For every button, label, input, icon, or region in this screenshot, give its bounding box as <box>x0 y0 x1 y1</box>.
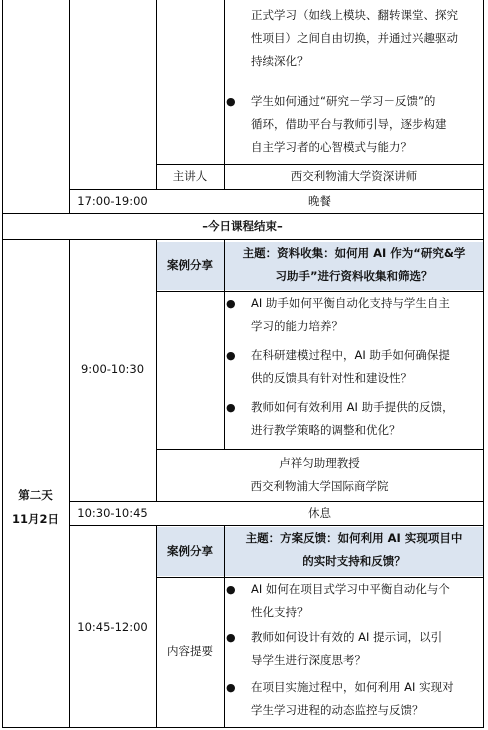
text-line: AI 助手如何平衡自动化支持与学生自主 <box>251 296 450 310</box>
text-line: 教师如何设计有效的 AI 提示词，以引 <box>251 630 443 644</box>
text-line: 教师如何有效利用 AI 助手提供的反馈， <box>251 400 454 414</box>
speaker-value: 西交利物浦大学资深讲师 <box>290 169 418 183</box>
bullet-icon: ● <box>226 297 236 310</box>
grid-line <box>156 449 484 450</box>
session2-topic-line: 主题：方案反馈：如何利用 AI 实现项目中 <box>245 531 463 545</box>
day-label: 第二天 <box>18 488 53 502</box>
text-line: 正式学习（如线上模块、翻转课堂、探究 <box>251 8 458 22</box>
text-line: 学生学习进程的动态监控与反馈？ <box>251 703 424 717</box>
text-line: 学生如何通过“研究－学习－反馈”的 <box>251 94 436 108</box>
text-line: 在科研建模过程中，AI 助手如何确保提 <box>251 348 450 362</box>
date-label: 11月2日 <box>11 512 59 526</box>
text-line: 自主学习者的心智模式与能力？ <box>251 140 412 154</box>
session2-time: 10:45-12:00 <box>77 620 148 634</box>
text-line: 持续深化？ <box>251 54 309 68</box>
content-summary-label: 内容提要 <box>167 644 213 658</box>
bullet-icon: ● <box>226 349 236 362</box>
session1-speaker-affiliation: 西交利物浦大学国际商学院 <box>250 479 389 493</box>
grid-line <box>2 727 484 728</box>
text-line: 供的反馈具有针对性和建设性？ <box>251 371 412 385</box>
text-line: 在项目实施过程中，如何利用 AI 实现对 <box>251 680 454 694</box>
session1-topic-line: 主题：资料收集：如何用 AI 作为“研究&学 <box>242 246 466 260</box>
text-line: 性项目）之间自由切换，并通过兴趣驱动 <box>251 31 458 45</box>
grid-line <box>2 0 3 728</box>
text-line: 性化支持？ <box>251 605 309 619</box>
grid-line <box>2 239 484 240</box>
grid-line <box>156 0 157 189</box>
bullet-icon: ● <box>226 681 236 694</box>
session1-topic-line: 习助手”进行资料收集和筛选？ <box>275 269 433 283</box>
text-line: AI 如何在项目式学习中平衡自动化与个 <box>251 582 450 596</box>
bullet-icon: ● <box>226 401 236 414</box>
grid-line <box>69 239 70 728</box>
session2-case-label: 案例分享 <box>167 544 213 558</box>
text-line: 导学生进行深度思考？ <box>251 653 366 667</box>
speaker-label: 主讲人 <box>172 169 208 183</box>
session1-case-label: 案例分享 <box>167 258 213 272</box>
day-end-banner: –今日课程结束– <box>202 219 283 233</box>
session1-speaker-name: 卢祥匀助理教授 <box>279 456 360 470</box>
session1-time: 9:00-10:30 <box>80 362 145 376</box>
session2-topic-line: 的实时支持和反馈？ <box>302 554 406 568</box>
grid-line <box>69 525 484 526</box>
bullet-icon: ● <box>226 583 236 596</box>
grid-line <box>483 0 484 728</box>
break-time: 10:30-10:45 <box>77 506 148 520</box>
bullet-icon: ● <box>226 95 236 108</box>
text-line: 循环，借助平台与教师引导，逐步构建 <box>251 117 447 131</box>
dinner-label: 晚餐 <box>308 194 331 208</box>
break-label: 休息 <box>308 506 331 520</box>
text-line: 进行教学策略的调整和优化？ <box>251 423 401 437</box>
text-line: 学习的能力培养？ <box>251 319 343 333</box>
dinner-time: 17:00-19:00 <box>77 194 148 208</box>
grid-line <box>224 0 225 189</box>
grid-line <box>69 0 70 213</box>
bullet-icon: ● <box>226 631 236 644</box>
